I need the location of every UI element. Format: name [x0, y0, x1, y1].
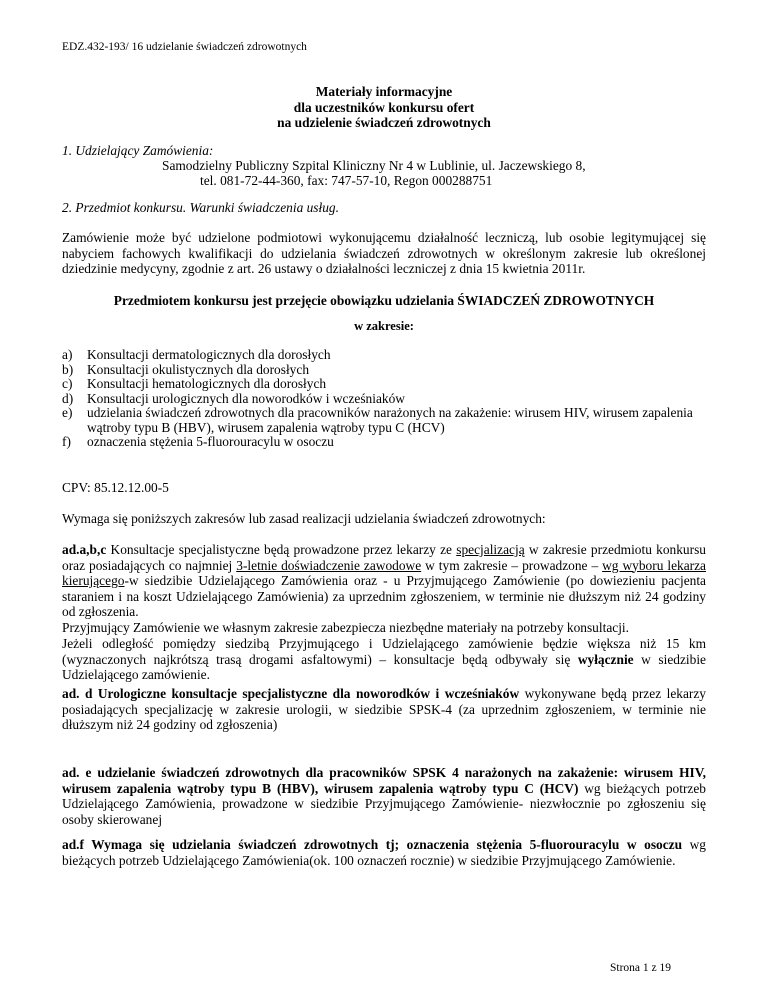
section-2-paragraph: Zamówienie może być udzielone podmiotowi wykonującemu działalność leczniczą, lub osobie legitymującej się nabyciem fachowych kwalifikacji do udzielania świadczeń zdrowotnych w określonym zakresie lub określonej dziedzinie medycyny, zgodnie z art. 26 ustawy o działalności leczniczej z dnia 15 kwietnia 2011r.: [62, 230, 706, 276]
ad-abc-text-1: Konsultacje specjalistyczne będą prowadzone przez lekarzy ze: [106, 542, 457, 557]
document-title: [0, 84, 768, 131]
ad-e-heading: ad. e udzielanie świadczeń zdrowotnych dla pracowników SPSK 4 narażonych na zakażenie: wirusem HIV, wirusem zapalenia wątroby typu B (HBV), wirusem zapalenia wątroby typu C (HCV): [62, 765, 706, 796]
scope-item-text: Konsultacji okulistycznych dla dorosłych: [87, 361, 310, 377]
scope-list-item: [62, 377, 706, 392]
scope-item-label: b): [62, 361, 74, 377]
scope-item-label: a): [62, 347, 73, 362]
ad-d-text: wykonywane będą przez lekarzy posiadających specjalizację w zakresie urologii, w siedzibie SPSK-4 (za uprzednim zgłoszeniem, w terminie nie dłuższym niż 24 godziny od zgłoszenia): [62, 686, 706, 732]
ad-d-paragraph: [62, 686, 706, 733]
section-1-heading: 1. Udzielający Zamówienia:: [62, 143, 214, 158]
ordering-party-address-1: Samodzielny Publiczny Szpital Kliniczny Nr 4 w Lublinie, ul. Jaczewskiego 8,: [162, 158, 586, 173]
section-2-heading: 2. Przedmiot konkursu. Warunki świadczenia usług.: [62, 200, 339, 215]
scope-item-label: e): [62, 405, 73, 420]
ad-abc-distance-end: w siedzibie Udzielającego zamówienie.: [62, 651, 706, 682]
ad-abc-underline-1: specjalizacją: [456, 542, 525, 557]
subject-line-1: Przedmiotem konkursu jest przejęcie obowiązku udzielania ŚWIADCZEŃ ZDROWOTNYCH: [113, 293, 655, 308]
scope-item-text: Konsultacji dermatologicznych dla dorosłych: [87, 347, 331, 362]
scope-item-label: c): [62, 376, 73, 391]
document-reference: EDZ.432-193/ 16 udzielanie świadczeń zdrowotnych: [62, 41, 307, 53]
ad-f-text: wg bieżących potrzeb Udzielającego Zamówienia(ok. 100 oznaczeń rocznie) w siedzibie Przyjmującego Zamówienie.: [62, 837, 706, 868]
ad-abc-underline-3: wg wyboru lekarza kierującego: [62, 557, 707, 588]
title-line-2: dla uczestników konkursu ofert: [293, 99, 475, 115]
ad-abc-paragraph: [62, 542, 706, 620]
title-line-1: Materiały informacyjne: [315, 84, 453, 99]
ad-abc-distance: [62, 636, 706, 683]
scope-item-text: udzielania świadczeń zdrowotnych dla pracowników narażonych na zakażenie: wirusem HIV, wirusem zapalenia wątroby typu B (HBV), wirusem zapalenia wątroby typu C (HCV): [87, 405, 693, 435]
scope-list: [62, 348, 706, 450]
scope-item-label: d): [62, 390, 74, 406]
title-line-3: na udzielenie świadczeń zdrowotnych: [277, 115, 491, 130]
ad-abc-text-2: w zakresie przedmiotu konkursu oraz posiadających co najmniej: [62, 542, 706, 573]
scope-list-item: [62, 363, 706, 378]
ordering-party-address-2: tel. 081-72-44-360, fax: 747-57-10, Regon 000288751: [200, 173, 493, 188]
page-number: Strona 1 z 19: [610, 962, 672, 974]
scope-item-text: oznaczenia stężenia 5-fluorouracylu w osoczu: [87, 434, 334, 449]
scope-list-item: [62, 392, 706, 407]
cpv-code: CPV: 85.12.12.00-5: [62, 480, 169, 495]
scope-item-text: Konsultacji urologicznych dla noworodków i wcześniaków: [87, 390, 405, 406]
scope-list-item: [62, 435, 706, 450]
ad-abc-exclusively: wyłącznie: [577, 651, 634, 667]
scope-item-label: f): [62, 434, 71, 449]
ad-abc-underline-2: 3-letnie doświadczenie zawodowe: [236, 557, 422, 573]
ad-abc-materials: Przyjmujący Zamówienie we własnym zakresie zabezpiecza niezbędne materiały na potrzeby konsultacji.: [62, 620, 629, 635]
ad-f-heading: ad.f Wymaga się udzielania świadczeń zdrowotnych tj; oznaczenia stężenia 5-fluorouracylu w osoczu: [62, 837, 683, 852]
ad-e-paragraph: [62, 765, 706, 827]
ad-abc-label: ad.a,b,c: [62, 542, 107, 557]
ad-e-text: wg bieżących potrzeb Udzielającego Zamówienia, prowadzone w siedzibie Przyjmującego Zamówienie- niezwłocznie po zgłoszeniu się osoby skierowanej: [62, 780, 706, 827]
scope-item-text: Konsultacji hematologicznych dla dorosłych: [87, 376, 327, 391]
ad-abc-text-3: w tym zakresie – prowadzone –: [421, 557, 603, 573]
ad-abc-text-4: -w siedzibie Udzielającego Zamówienia oraz - u Przyjmującego Zamówienie (po dowiezieniu pacjenta staraniem i na koszt Udzielającego Zamówienia) za uprzednim zgłoszeniem, w terminie nie dłuższym niż 24 godziny od zgłoszenia.: [62, 573, 706, 619]
subject-line-2: w zakresie:: [354, 319, 414, 333]
scope-list-item: [62, 348, 706, 363]
ad-d-heading: ad. d Urologiczne konsultacje specjalistyczne dla noworodków i wcześniaków: [62, 686, 520, 701]
ad-f-paragraph: [62, 837, 706, 868]
ad-abc-distance-text: Jeżeli odległość pomiędzy siedzibą Przyjmującego i Udzielającego zamówienie będzie większa niż 15 km (wyznaczonych najkrótszą trasą drogami asfaltowymi) – konsultacje będą odbywały się: [62, 636, 706, 667]
requirements-intro: Wymaga się poniższych zakresów lub zasad realizacji udzielania świadczeń zdrowotnych:: [62, 511, 546, 526]
scope-list-item: [62, 406, 706, 435]
